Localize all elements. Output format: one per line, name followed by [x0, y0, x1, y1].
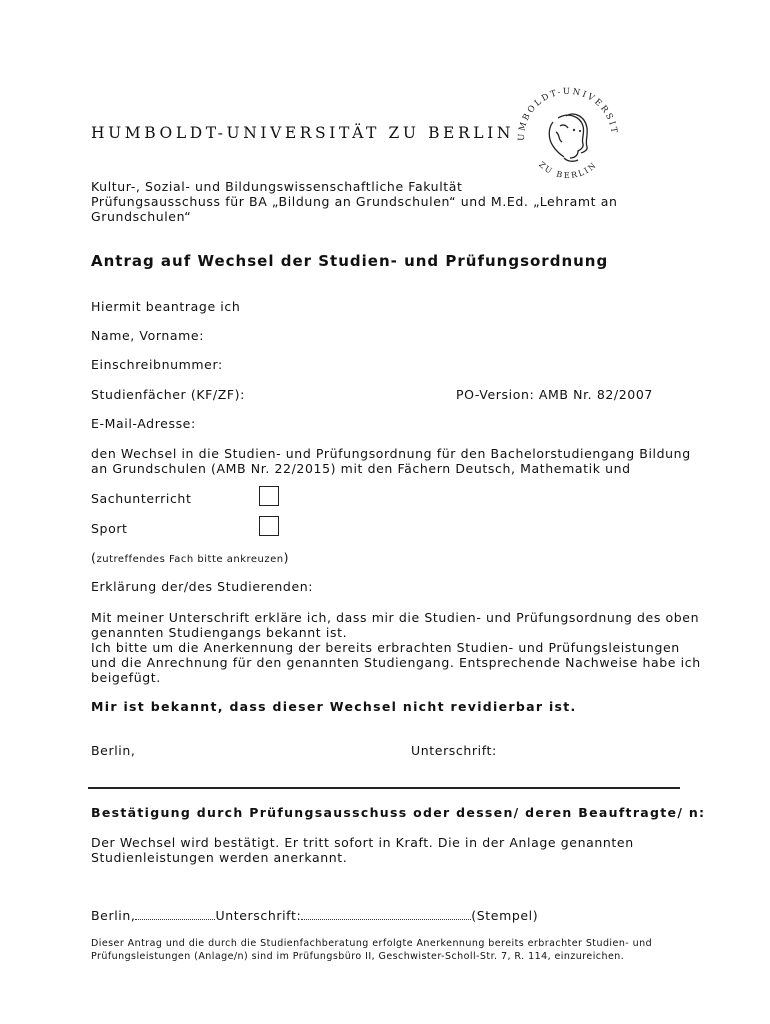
footer-note-line1: Dieser Antrag und die durch die Studienfachberatung erfolgte Anerkennung bereits erbrachter Studien- und [91, 938, 653, 949]
confirmation-heading: Bestätigung durch Prüfungsausschuss oder dessen/ deren Beauftragte/ n: [91, 805, 706, 820]
faculty-name: Kultur-, Sozial- und Bildungswissenschaftliche Fakultät [91, 179, 463, 194]
email-label: E-Mail-Adresse: [91, 416, 196, 431]
checkbox-sport[interactable] [259, 516, 279, 536]
change-text-line1: den Wechsel in die Studien- und Prüfungsordnung für den Bachelorstudiengang Bildung [91, 446, 691, 461]
hint-open-paren: ( [91, 550, 97, 565]
hint-close-paren: ) [283, 550, 290, 565]
irreversible-notice: Mir ist bekannt, dass dieser Wechsel nicht revidierbar ist. [91, 699, 577, 714]
intro-text: Hiermit beantrage ich [91, 299, 241, 314]
signature-label: Unterschrift: [411, 743, 497, 758]
committee-line: Prüfungsausschuss für BA „Bildung an Grundschulen“ und M.Ed. „Lehramt an [91, 194, 618, 209]
confirmation-signature-label: Unterschrift: [215, 908, 302, 923]
place-label: Berlin, [91, 743, 136, 758]
option-sachunterricht-label: Sachunterricht [91, 491, 192, 506]
option-sport-label: Sport [91, 521, 128, 536]
footer-note-line2: Prüfungsleistungen (Anlage/n) sind im Prüfungsbüro II, Geschwister-Scholl-Str. 7, R. 114, einzureichen. [91, 951, 625, 962]
declaration-heading: Erklärung der/des Studierenden: [91, 579, 314, 594]
divider [88, 787, 680, 789]
signature-dotted-line[interactable] [301, 908, 471, 920]
confirmation-signature-row [91, 908, 538, 923]
committee-line-cont: Grundschulen“ [91, 209, 192, 224]
university-name: HUMBOLDT-UNIVERSITÄT ZU BERLIN [91, 124, 515, 142]
change-text-line2: an Grundschulen (AMB Nr. 22/2015) mit den Fächern Deutsch, Mathematik und [91, 461, 631, 476]
university-seal-logo [508, 76, 628, 196]
name-label: Name, Vorname: [91, 328, 205, 343]
checkbox-sachunterricht[interactable] [259, 486, 279, 506]
confirmation-line2: Studienleistungen werden anerkannt. [91, 850, 348, 865]
hint-text: zutreffendes Fach bitte ankreuzen [96, 554, 284, 565]
checkbox-hint [91, 550, 289, 567]
svg-text:HUMBOLDT-UNIVERSITÄT: UMBOLDT-UNIVERSIT [516, 86, 619, 142]
declaration-line5: beigefügt. [91, 670, 161, 685]
stamp-label: (Stempel) [471, 908, 539, 923]
declaration-line3: Ich bitte um die Anerkennung der bereits erbrachten Studien- und Prüfungsleistungen [91, 640, 680, 655]
confirmation-line1: Der Wechsel wird bestätigt. Er tritt sofort in Kraft. Die in der Anlage genannten [91, 835, 634, 850]
declaration-line2: genannten Studiengangs bekannt ist. [91, 625, 348, 640]
svg-text:ZU BERLIN: ZU BERLIN [537, 159, 599, 181]
subjects-label: Studienfächer (KF/ZF): [91, 387, 245, 402]
confirmation-place-label: Berlin, [91, 908, 136, 923]
seal-icon [508, 76, 628, 196]
enrollment-number-label: Einschreibnummer: [91, 357, 223, 372]
date-dotted-line[interactable] [135, 908, 215, 920]
declaration-line4: und die Anrechnung für den genannten Studiengang. Entsprechende Nachweise habe ich [91, 655, 701, 670]
declaration-line1: Mit meiner Unterschrift erkläre ich, dass mir die Studien- und Prüfungsordnung des oben [91, 610, 700, 625]
page-title: Antrag auf Wechsel der Studien- und Prüfungsordnung [91, 252, 609, 270]
po-version-text: PO-Version: AMB Nr. 82/2007 [456, 387, 653, 402]
